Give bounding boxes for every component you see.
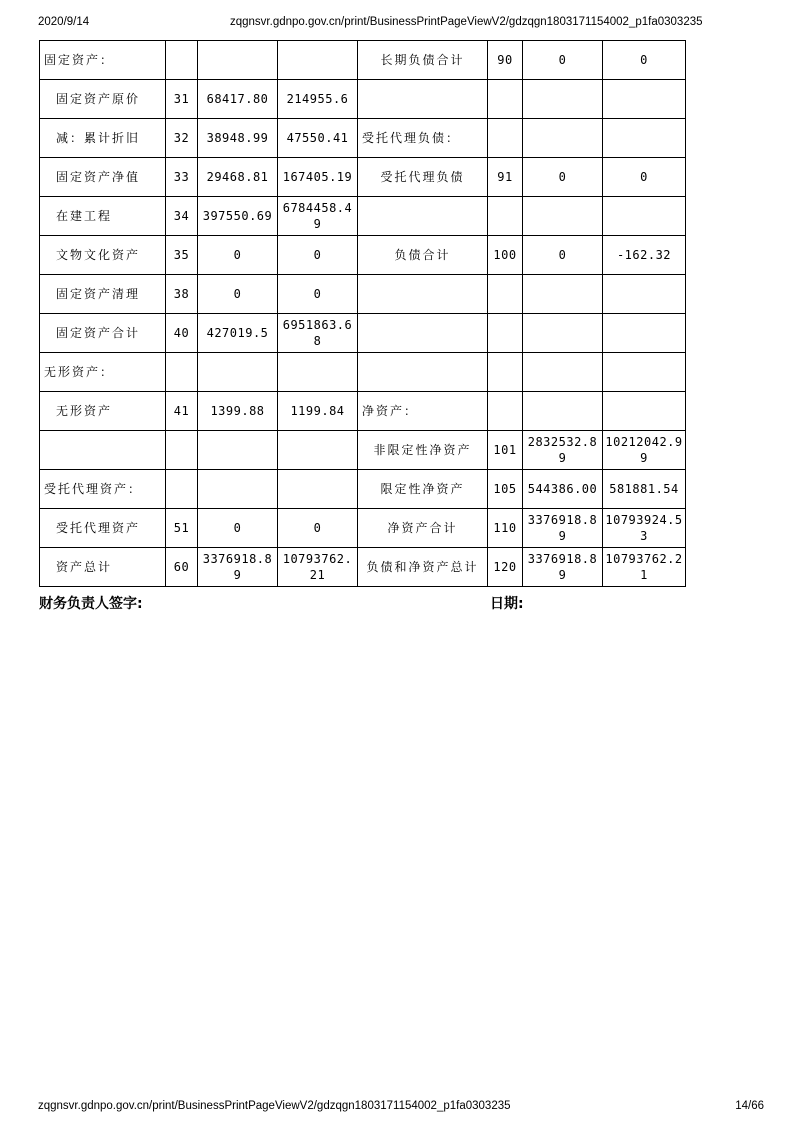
- table-row: [40, 197, 686, 236]
- left-line-number: 35: [166, 236, 198, 275]
- left-line-number: 40: [166, 314, 198, 353]
- left-item-name: 固定资产原价: [40, 80, 166, 119]
- left-beginning-balance: 397550.69: [198, 197, 278, 236]
- right-line-number: [488, 119, 523, 158]
- right-item-name: [358, 353, 488, 392]
- left-item-name: 无形资产: [40, 392, 166, 431]
- right-beginning-balance: [523, 314, 603, 353]
- right-beginning-balance: 3376918.89: [523, 548, 603, 587]
- table-row: [40, 353, 686, 392]
- date-label: 日期:: [490, 596, 524, 612]
- left-item-name: 受托代理资产: [40, 509, 166, 548]
- left-item-name: 资产总计: [40, 548, 166, 587]
- right-ending-balance: [603, 275, 686, 314]
- left-item-name: 减：累计折旧: [40, 119, 166, 158]
- left-ending-balance: [278, 353, 358, 392]
- left-item-name: [40, 431, 166, 470]
- right-item-name: [358, 197, 488, 236]
- left-line-number: 32: [166, 119, 198, 158]
- right-beginning-balance: 0: [523, 41, 603, 80]
- right-line-number: 105: [488, 470, 523, 509]
- print-url-footer: zqgnsvr.gdnpo.gov.cn/print/BusinessPrintPageViewV2/gdzqgn1803171154002_p1fa0303235: [38, 1100, 511, 1112]
- left-ending-balance: [278, 431, 358, 470]
- left-ending-balance: 214955.6: [278, 80, 358, 119]
- right-ending-balance: 0: [603, 41, 686, 80]
- right-item-name: 限定性净资产: [358, 470, 488, 509]
- right-beginning-balance: [523, 392, 603, 431]
- right-beginning-balance: [523, 80, 603, 119]
- table-row: [40, 119, 686, 158]
- right-item-name: 长期负债合计: [358, 41, 488, 80]
- right-line-number: [488, 314, 523, 353]
- left-line-number: [166, 41, 198, 80]
- right-line-number: [488, 353, 523, 392]
- left-beginning-balance: 38948.99: [198, 119, 278, 158]
- table-row: [40, 431, 686, 470]
- table-row: [40, 41, 686, 80]
- left-line-number: 41: [166, 392, 198, 431]
- right-beginning-balance: 2832532.89: [523, 431, 603, 470]
- left-line-number: [166, 431, 198, 470]
- left-line-number: 34: [166, 197, 198, 236]
- right-beginning-balance: [523, 275, 603, 314]
- table-row: [40, 509, 686, 548]
- right-item-name: 负债和净资产总计: [358, 548, 488, 587]
- left-item-name: 固定资产合计: [40, 314, 166, 353]
- right-line-number: [488, 197, 523, 236]
- left-ending-balance: 0: [278, 236, 358, 275]
- left-beginning-balance: 3376918.89: [198, 548, 278, 587]
- right-item-name: 净资产合计: [358, 509, 488, 548]
- left-line-number: [166, 470, 198, 509]
- right-item-name: [358, 314, 488, 353]
- right-line-number: 90: [488, 41, 523, 80]
- left-line-number: 51: [166, 509, 198, 548]
- right-beginning-balance: [523, 197, 603, 236]
- left-ending-balance: 167405.19: [278, 158, 358, 197]
- right-beginning-balance: 0: [523, 236, 603, 275]
- right-ending-balance: 10793924.53: [603, 509, 686, 548]
- left-beginning-balance: 427019.5: [198, 314, 278, 353]
- left-beginning-balance: [198, 431, 278, 470]
- left-ending-balance: 1199.84: [278, 392, 358, 431]
- right-line-number: 101: [488, 431, 523, 470]
- left-item-name: 无形资产：: [40, 353, 166, 392]
- right-ending-balance: [603, 80, 686, 119]
- table-row: [40, 470, 686, 509]
- left-ending-balance: 6951863.68: [278, 314, 358, 353]
- right-ending-balance: 10212042.99: [603, 431, 686, 470]
- left-item-name: 受托代理资产：: [40, 470, 166, 509]
- balance-sheet-table: [39, 40, 686, 587]
- right-ending-balance: 10793762.21: [603, 548, 686, 587]
- left-item-name: 固定资产清理: [40, 275, 166, 314]
- right-beginning-balance: 544386.00: [523, 470, 603, 509]
- left-beginning-balance: 68417.80: [198, 80, 278, 119]
- right-line-number: [488, 275, 523, 314]
- right-ending-balance: 581881.54: [603, 470, 686, 509]
- right-item-name: 净资产：: [358, 392, 488, 431]
- right-ending-balance: [603, 119, 686, 158]
- left-beginning-balance: [198, 41, 278, 80]
- right-item-name: [358, 80, 488, 119]
- page-number: 14/66: [735, 1100, 764, 1112]
- right-ending-balance: [603, 314, 686, 353]
- table-row: [40, 392, 686, 431]
- right-ending-balance: [603, 392, 686, 431]
- right-line-number: 100: [488, 236, 523, 275]
- right-ending-balance: -162.32: [603, 236, 686, 275]
- right-item-name: 非限定性净资产: [358, 431, 488, 470]
- right-beginning-balance: [523, 353, 603, 392]
- right-line-number: [488, 80, 523, 119]
- right-item-name: [358, 275, 488, 314]
- left-beginning-balance: [198, 470, 278, 509]
- right-ending-balance: 0: [603, 158, 686, 197]
- table-row: [40, 80, 686, 119]
- right-ending-balance: [603, 353, 686, 392]
- left-beginning-balance: 29468.81: [198, 158, 278, 197]
- right-ending-balance: [603, 197, 686, 236]
- table-row: [40, 158, 686, 197]
- left-item-name: 在建工程: [40, 197, 166, 236]
- left-beginning-balance: 0: [198, 236, 278, 275]
- left-beginning-balance: 0: [198, 275, 278, 314]
- right-beginning-balance: [523, 119, 603, 158]
- left-line-number: 31: [166, 80, 198, 119]
- left-item-name: 固定资产净值: [40, 158, 166, 197]
- left-item-name: 固定资产：: [40, 41, 166, 80]
- left-beginning-balance: 0: [198, 509, 278, 548]
- left-ending-balance: 47550.41: [278, 119, 358, 158]
- right-item-name: 受托代理负债: [358, 158, 488, 197]
- right-beginning-balance: 3376918.89: [523, 509, 603, 548]
- table-row: [40, 275, 686, 314]
- right-item-name: 负债合计: [358, 236, 488, 275]
- left-ending-balance: 6784458.49: [278, 197, 358, 236]
- left-line-number: 60: [166, 548, 198, 587]
- left-ending-balance: 10793762.21: [278, 548, 358, 587]
- finance-officer-signature-label: 财务负责人签字:: [39, 596, 143, 612]
- table-row: [40, 314, 686, 353]
- right-line-number: 110: [488, 509, 523, 548]
- left-line-number: [166, 353, 198, 392]
- left-ending-balance: [278, 470, 358, 509]
- table-row: [40, 548, 686, 587]
- print-date: 2020/9/14: [38, 16, 90, 28]
- left-item-name: 文物文化资产: [40, 236, 166, 275]
- print-url-header: zqgnsvr.gdnpo.gov.cn/print/BusinessPrintPageViewV2/gdzqgn1803171154002_p1fa0303235: [230, 16, 703, 28]
- left-beginning-balance: 1399.88: [198, 392, 278, 431]
- left-ending-balance: [278, 41, 358, 80]
- right-line-number: [488, 392, 523, 431]
- right-item-name: 受托代理负债：: [358, 119, 488, 158]
- right-line-number: 91: [488, 158, 523, 197]
- left-beginning-balance: [198, 353, 278, 392]
- right-beginning-balance: 0: [523, 158, 603, 197]
- table-row: [40, 236, 686, 275]
- left-line-number: 38: [166, 275, 198, 314]
- right-line-number: 120: [488, 548, 523, 587]
- left-line-number: 33: [166, 158, 198, 197]
- left-ending-balance: 0: [278, 509, 358, 548]
- left-ending-balance: 0: [278, 275, 358, 314]
